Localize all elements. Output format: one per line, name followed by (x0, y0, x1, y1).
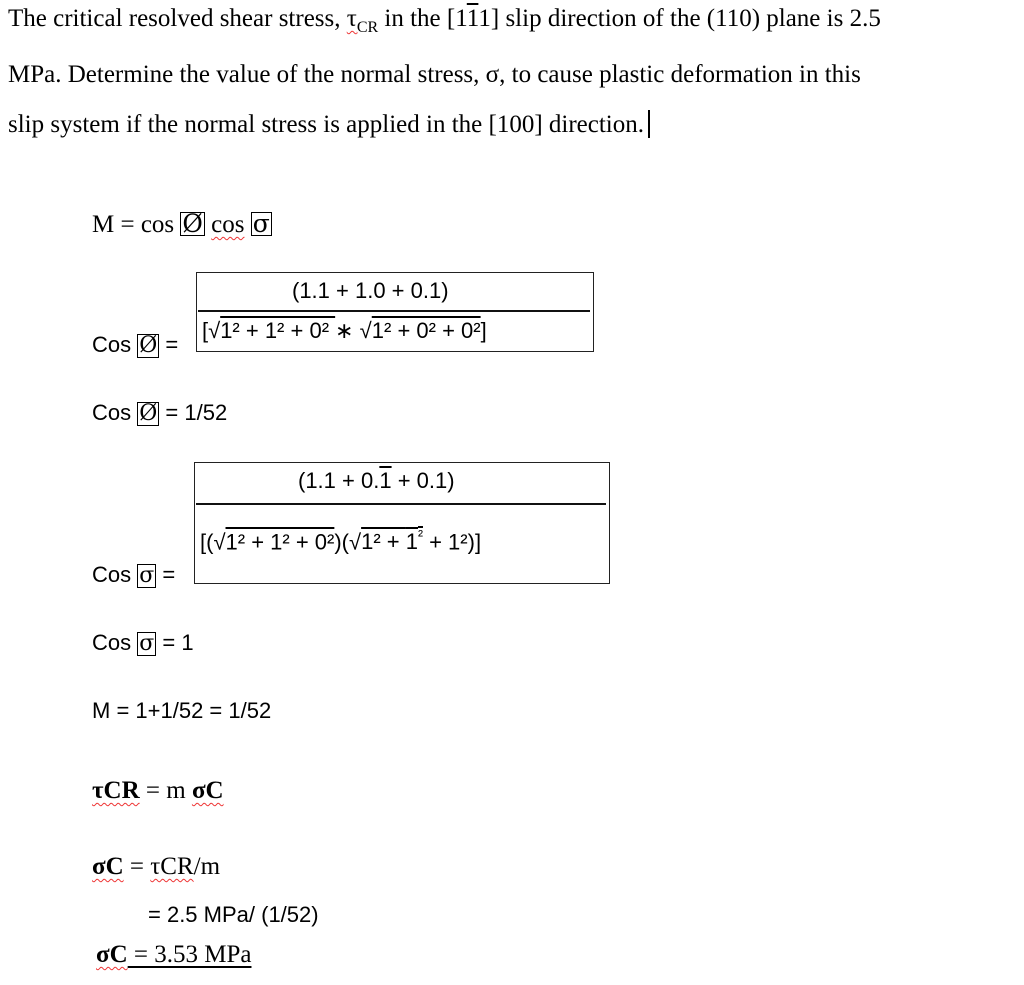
cos-label: Cos (92, 400, 138, 425)
sigma-c: σC (96, 941, 128, 968)
cos-sigma-value: = 1 (162, 630, 194, 655)
phi-symbol: Ø (139, 401, 158, 426)
den2-mid: )(√ (334, 529, 362, 555)
tau-cr-symbol (346, 5, 379, 36)
text-cursor (648, 110, 650, 138)
phi-symbol: Ø (139, 333, 158, 358)
fraction-1-rule (198, 310, 590, 312)
sigma-eq-mid: = (123, 853, 151, 880)
fraction-2-numerator (298, 468, 455, 494)
cos-phi-label-1 (92, 332, 178, 358)
sigma-c: σC (92, 853, 124, 880)
den1-radicand-2: 1² + 0² + 0² (371, 318, 481, 343)
sigma-c: σC (191, 777, 224, 804)
phi-symbol: Ø (182, 209, 203, 238)
den2-exponent: ² (417, 528, 423, 545)
one-bar-digit: 1 (466, 5, 479, 32)
den2-open: [(√ (200, 529, 226, 555)
num2-b: + 0.1) (391, 468, 455, 493)
m-result: M = 1+1/52 = 1/52 (92, 698, 272, 723)
one-digit: 1 (478, 5, 491, 32)
cos-label: Cos (92, 630, 138, 655)
cos-phi-result (92, 400, 227, 426)
num2-a: (1.1 + 0. (298, 468, 380, 493)
cos-label: Cos (92, 332, 138, 357)
question-text-3: slip system if the normal stress is applied in the [100] direction. (8, 111, 644, 138)
den2-bar-digit: 1 (405, 529, 418, 555)
tau-cr: τCR (150, 853, 194, 880)
sigma-symbol: σ (139, 631, 155, 656)
fraction-1-denominator (202, 318, 487, 344)
question-text: The critical resolved shear stress, (8, 5, 347, 32)
sigma-symbol: σ (139, 563, 155, 588)
final-value: = 3.53 MPa (127, 941, 252, 968)
den1-close: ] (480, 318, 487, 343)
final-answer (96, 940, 251, 970)
den2-close: + 1²)] (422, 529, 482, 555)
fraction-1-numerator: (1.1 + 1.0 + 0.1) (292, 278, 449, 303)
cos-word: cos (211, 211, 245, 238)
den2-radicand-1: 1² + 1² + 0² (225, 529, 335, 555)
den1-radicand-1: 1² + 1² + 0² (220, 318, 336, 343)
cr-subscript: CR (356, 19, 379, 36)
num2-bar-digit: 1 (379, 468, 392, 493)
sigma-symbol: σ (252, 209, 270, 238)
sigma-equation (92, 852, 220, 882)
equals-sign: = (165, 332, 179, 357)
substitution-line: = 2.5 MPa/ (1/52) (148, 902, 319, 927)
m-definition (92, 210, 272, 240)
question-line-3 (8, 110, 650, 140)
m-def-prefix: M = cos (92, 211, 181, 238)
question-line-1 (8, 4, 881, 43)
equals-sign: = (162, 562, 176, 587)
fraction-2-denominator (200, 528, 481, 555)
over-m: /m (193, 853, 221, 880)
cos-sigma-label (92, 562, 175, 588)
tau-glyph: τ (346, 5, 357, 32)
den1-open: [√ (202, 318, 221, 343)
den2-radicand-2a: 1² + (361, 529, 406, 555)
cos-phi-value: = 1/52 (165, 400, 228, 425)
question-text-c: ] slip direction of the (110) plane is 2.5 (490, 5, 881, 32)
cos-label: Cos (92, 562, 138, 587)
tau-cr: τCR (92, 777, 140, 804)
fraction-2-rule (196, 503, 606, 505)
question-line-2: MPa. Determine the value of the normal stress, σ, to cause plastic deformation in this (8, 61, 861, 88)
cos-sigma-result (92, 630, 194, 656)
tau-eq-mid: = m (139, 777, 192, 804)
question-text-b: in the [1 (378, 5, 467, 32)
den1-times-sqrt: ∗ √ (335, 318, 372, 343)
tau-equation (92, 776, 224, 806)
